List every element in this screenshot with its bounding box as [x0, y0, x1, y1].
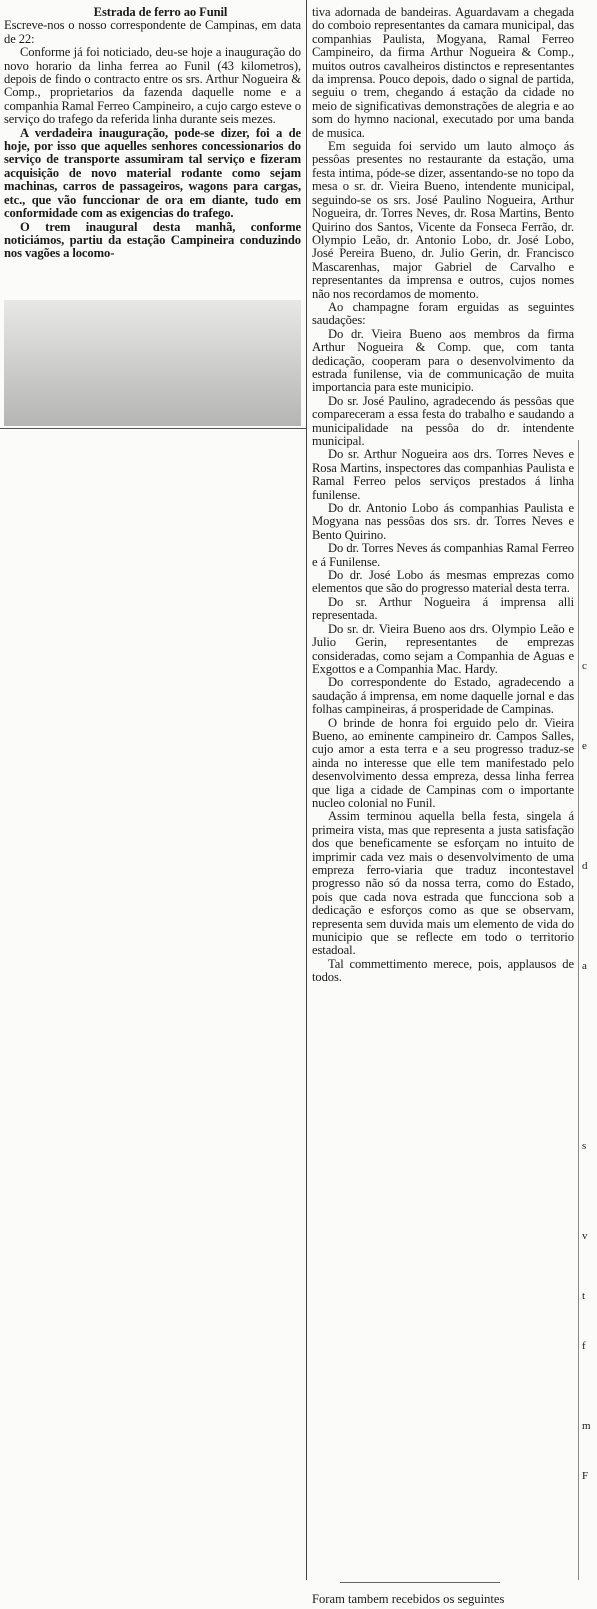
edge-fragment: F: [582, 1470, 589, 1482]
edge-fragment: d: [582, 860, 588, 872]
article-column-right: [312, 6, 574, 1581]
column-end-rule: [0, 428, 306, 429]
article-paragraph: Do dr. Torres Neves ás companhias Ramal Ferreo e á Funilense.: [312, 541, 574, 569]
article-paragraph: Do sr. Arthur Nogueira aos drs. Torres Neves e Rosa Martins, inspectores das companhias Paulista e Ramal Ferreo pelos serviços prestados á linha funilense.: [312, 447, 574, 502]
edge-fragment: m: [582, 1420, 591, 1432]
article-paragraph: Do dr. Antonio Lobo ás companhias Paulista e Mogyana nas pessôas dos srs. dr. Torres Neves e Bento Quirino.: [312, 501, 574, 542]
article-paragraph: Do sr. dr. Vieira Bueno aos drs. Olympio Leão e Julio Gerin, representantes de emprezas consideradas, como sejam a Companhia de Aguas e Exgottos e a Companhia Mac. Hardy.: [312, 621, 574, 676]
article-paragraph: Conforme já foi noticiado, deu-se hoje a inauguração do novo horario da linha ferrea ao Funil (43 kilometros), depois de findo o contracto entre os srs. Arthur Nogueira & Comp., proprietarios da fazenda daquelle nome e a companhia Ramal Ferreo Campineiro, a cujo cargo esteve o serviço do trafego da referida linha durante seis mezes.: [4, 45, 301, 127]
article-paragraph: tiva adornada de bandeiras. Aguardavam a chegada do comboio representantes da camara municipal, das companhias Paulista, Mogyana, Ramal Ferreo Campineiro, da firma Arthur Nogueira & Comp., muitos outros cavalheiros distinctos e representantes da imprensa. Pouco depois, dado o signal de partida, seguiu o trem, chegando á estação da cidade no meio de significativas demonstrações de alegria e ao som do hymno nacional, executado por uma banda de musica.: [312, 6, 574, 140]
column-divider: [306, 0, 307, 1580]
column-divider-right: [578, 440, 579, 1580]
article-paragraph: Do dr. José Lobo ás mesmas emprezas como elementos que são do progresso material desta terra.: [312, 568, 574, 596]
edge-fragment: f: [582, 1340, 586, 1352]
article-paragraph: Do correspondente do Estado, agradecendo a saudação á imprensa, em nome daquelle jornal e das folhas campineiras, á prosperidade de Campinas.: [312, 675, 574, 717]
article-paragraph: Assim terminou aquella bella festa, singela á primeira vista, mas que representa a justa satisfação dos que beneficamente se esforçam no intuito de imprimir cada vez mais o desenvolvimento de uma empreza ferro-viaria que traduz incontestavel progresso não só da nossa terra, como do Estado, pois que cada nova estrada que funcciona sob a dedicação e esforços como as que se observam, representa sem duvida mais um elemento de vida do municipio que se reflecte em todo o territorio estadoal.: [312, 809, 574, 958]
article-paragraph: A verdadeira inauguração, pode-se dizer, foi a de hoje, por isso que aquelles senhores concessionarios do serviço de transporte assumiram tal serviço e fizeram acquisição de novo material rodante como sejam machinas, carros de passageiros, wagons para cargas, etc., que vão funccionar de ora em diante, tudo em conformidade com as exigencias do trafego.: [4, 125, 301, 221]
article-paragraph: Do dr. Vieira Bueno aos membros da firma Arthur Nogueira & Comp. que, com tanta dedicação, cooperam para o desenvolvimento da estrada funilense, via de communicação de muita importancia para este municipio.: [312, 326, 574, 395]
article-paragraph: Em seguida foi servido um lauto almoço ás pessôas presentes no restaurante da estação, uma festa intima, póde-se dizer, assentando-se no topo da mesa o sr. dr. Vieira Bueno, intendente municipal, seguindo-se os srs. José Paulino Nogueira, Arthur Nogueira, dr. Torres Neves, dr. Rosa Martins, Bento Quirino dos Santos, Vicente da Fonseca Ferrão, dr. Olympio Leão, dr. Antonio Lobo, dr. José Lobo, José Pereira Bueno, dr. Julio Gerin, dr. Francisco Mascarenhas, major Gabriel de Carvalho e representantes da imprensa e outros, cujos nomes não nos recordamos de momento.: [312, 139, 574, 301]
edge-fragment: t: [582, 1290, 586, 1302]
article-paragraph: O brinde de honra foi erguido pelo dr. Vieira Bueno, ao eminente campineiro dr. Campos Salles, cujo amor a esta terra e a seu progresso traduz-se ainda no interesse que elle tem manifestado pelo desenvolvimento dessa empreza, dessa linha ferrea que liga a cidade de Campinas com o importante nucleo colonial no Funil.: [312, 715, 574, 810]
article-column-left: [4, 6, 301, 430]
next-article-fragment: Foram tambem recebidos os seguintes: [312, 1592, 505, 1606]
article-end-rule: [340, 1582, 500, 1583]
edge-fragment: v: [582, 1230, 588, 1242]
article-heading: Estrada de ferro ao Funil: [93, 6, 228, 19]
edge-fragment: s: [582, 1140, 587, 1152]
article-paragraph: Ao champagne foram erguidas as seguintes saudações:: [312, 299, 574, 328]
article-paragraph: Escreve-nos o nosso correspondente de Campinas, em data de 22:: [4, 18, 301, 46]
article-paragraph: Do sr. José Paulino, agradecendo ás pessôas que compareceram a essa festa do trabalho e saudando a municipalidade na pessôa do dr. intendente municipal.: [312, 393, 574, 448]
edge-fragment: c: [582, 660, 587, 672]
edge-fragment: a: [582, 960, 587, 972]
article-paragraph: Do sr. Arthur Nogueira á imprensa alli representada.: [312, 594, 574, 623]
article-paragraph: O trem inaugural desta manhã, conforme noticiámos, partiu da estação Campineira conduzindo nos vagões a locomo-: [4, 219, 301, 261]
edge-fragment: e: [582, 740, 587, 752]
article-paragraph: Tal commettimento merece, pois, applausos de todos.: [312, 956, 574, 985]
